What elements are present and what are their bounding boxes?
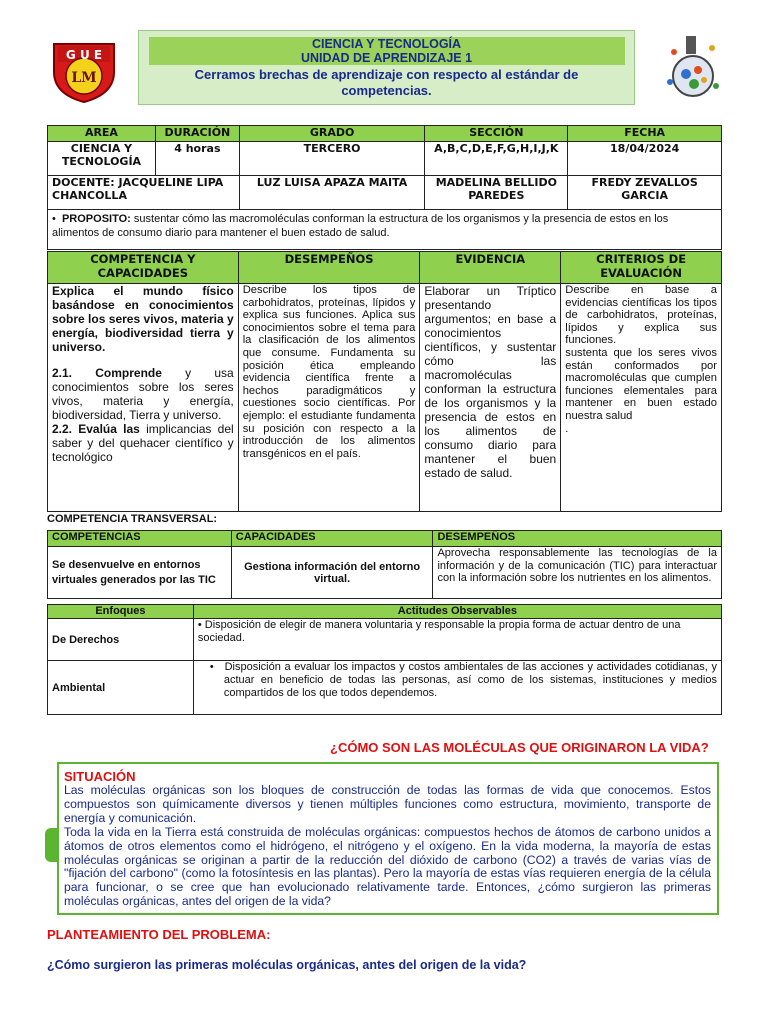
enfoques-table [47, 604, 722, 715]
enfoques-header: Enfoques [48, 605, 194, 619]
trans-header-capacidades: CAPACIDADES [231, 531, 433, 547]
area-value: CIENCIA Y TECNOLOGÍA [48, 142, 156, 176]
unit-subtitle: Cerramos brechas de aprendizaje con respecto al estándar de competencias. [194, 67, 579, 98]
criterio-3: . [565, 422, 569, 435]
situation-title: SITUACIÓN [64, 769, 136, 784]
criterio-2: sustenta que los seres vivos están conformados por macromoléculas que cumplen funciones elementales para mantener en buen estado nuestra salud [565, 346, 717, 422]
situation-p2: Toda la vida en la Tierra está construida de moléculas orgánicas: compuestos hechos de átomos de carbono unidos a átomos de otros elementos como el hidrógeno, el nitrógeno y el oxígeno. En la vida moderna, la mayoría de estas moléculas orgánicas se originan a partir de la reducción del dióxido de carbono (CO2) a través de varias vías de "fijación del carbono" (como la fotosíntesis en las plantas). Pero la mayoría de estas vías requieren energía de la célula para funcionar, o se cree que han evolucionado relativamente tarde. Entonces, ¿cómo surgieron las primeras moléculas orgánicas, antes del origen de la vida? [64, 824, 711, 909]
transversal-label: COMPETENCIA TRANSVERSAL: [47, 513, 218, 525]
competencias-table [47, 251, 722, 512]
science-logo [664, 32, 722, 100]
problem-title: PLANTEAMIENTO DEL PROBLEMA: [47, 927, 271, 942]
docente-2: LUZ LUISA APAZA MAITA [239, 176, 424, 210]
enfoque-derechos: De Derechos [48, 619, 194, 661]
capacidad-2-label: 2.2. Evalúa las [52, 422, 140, 436]
trans-header-competencias: COMPETENCIAS [48, 531, 232, 547]
situation-p1: Las moléculas orgánicas son los bloques de construcción de todas las formas de vida que conocemos. Estos compuestos son químicamente diversos y tienen múltiples funciones como estructura, movimiento, transporte de energía y comunicación. [64, 783, 711, 825]
main-table [47, 125, 722, 250]
desempenos-cell: Describe los tipos de carbohidratos, proteínas, lípidos y explica sus funciones. Aplica sus conocimientos sobre el tema para la clasificación de los alimentos que consume. Fundamenta su posición ética empleando evidencia científica frente a hechos paradigmáticos y cuestiones socio científicas. Por ejemplo: el estudiante fundamenta su posición con respecto a la introducción de los alimentos transgénicos en el país. [238, 284, 420, 512]
header-seccion: SECCIÓN [425, 126, 568, 142]
actitud-derechos: Disposición de elegir de manera voluntaria y responsable la propia forma de actuar dentro de una sociedad. [197, 619, 681, 644]
duracion-value: 4 horas [155, 142, 239, 176]
seccion-value: A,B,C,D,E,F,G,H,I,J,K [425, 142, 568, 176]
criterio-1: Describe en base a evidencias científicas los tipos de carbohidratos, proteínas, lípidos y explica sus funciones. [565, 284, 717, 347]
trans-capacidad: Gestiona información del entorno virtual. [231, 547, 433, 599]
header-area: AREA [48, 126, 156, 142]
actitud-ambiental: Disposición a evaluar los impactos y costos ambientales de las acciones y actividades cotidianas, y actuar en beneficio de todas las personas, así como de los sistemas, instituciones y medios compartidos de los que todos dependemos. [223, 661, 717, 699]
situation-text [64, 784, 711, 909]
capacidad-1-text: y usa conocimientos sobre los seres vivos, materia y energía, biodiversidad, Tierra y universo. [52, 366, 234, 422]
docente-1: DOCENTE: JACQUELINE LIPA CHANCOLLA [48, 176, 240, 210]
header-evidencia: EVIDENCIA [420, 252, 561, 284]
transversal-table [47, 530, 722, 599]
docente-3: MADELINA BELLIDO PAREDES [425, 176, 568, 210]
proposito: • PROPOSITO: sustentar cómo las macromoléculas conforman la estructura de los organismos y la presencia de estos en los alimentos de consumo diario para mantener el buen estado de salud. [48, 210, 722, 250]
fecha-value: 18/04/2024 [568, 142, 722, 176]
capacidad-1-label: 2.1. Comprende [52, 366, 162, 380]
criterios-cell [561, 284, 722, 512]
enfoque-ambiental: Ambiental [48, 661, 194, 715]
competencia-cell [48, 284, 239, 512]
trans-competencia: Se desenvuelve en entornos virtuales generados por las TIC [48, 547, 232, 599]
unit-title: UNIDAD DE APRENDIZAJE 1 [300, 51, 473, 65]
actitudes-header: Actitudes Observables [193, 605, 721, 619]
header-desempenos: DESEMPEÑOS [238, 252, 420, 284]
actitud-ambiental-cell: • Disposición a evaluar los impactos y costos ambientales de las acciones y actividades cotidianas, y actuar en beneficio de todas las personas, así como de los sistemas, instituciones y medios compartidos de los que todos dependemos. [193, 661, 721, 715]
header-criterios: CRITERIOS DE EVALUACIÓN [561, 252, 722, 284]
competencia-main: Explica el mundo físico basándose en conocimientos sobre los seres vivos, materia y energía, biodiversidad tierra y universo. [52, 284, 234, 354]
logo-sub: LM [71, 70, 97, 86]
proposito-text: sustentar cómo las macromoléculas conforman la estructura de los organismos y la presencia de estos en los alimentos de consumo diario para mantener el buen estado de salud. [52, 213, 669, 239]
trans-desempeno: Aprovecha responsablemente las tecnologías de la información y de la comunicación (TIC) para interactuar con la información sobre los nutrientes en los alimentos. [433, 547, 722, 599]
main-question: ¿CÓMO SON LAS MOLÉCULAS QUE ORIGINARON LA VIDA? [330, 740, 709, 755]
evidencia-cell: Elaborar un Tríptico presentando argumentos; en base a conocimientos científicos, y sustentar cómo las macromoléculas conforman la estructura de los organismos y la presencia de estos en los alimentos de consumo diario para mantener el buen estado de salud. [420, 284, 561, 512]
problem-question: ¿Cómo surgieron las primeras moléculas orgánicas, antes del origen de la vida? [47, 958, 527, 972]
situation-box [57, 762, 719, 915]
page-title: CIENCIA Y TECNOLOGÍA [311, 37, 462, 51]
logo-text: G U E [65, 48, 103, 62]
grado-value: TERCERO [239, 142, 424, 176]
header-grado: GRADO [239, 126, 424, 142]
school-logo [48, 34, 120, 104]
docente-4: FREDY ZEVALLOS GARCIA [568, 176, 722, 210]
proposito-label: PROPOSITO: [61, 213, 131, 225]
actitud-derechos-cell: • Disposición de elegir de manera voluntaria y responsable la propia forma de actuar dentro de una sociedad. [193, 619, 721, 661]
header-competencia: COMPETENCIA Y CAPACIDADES [48, 252, 239, 284]
header-fecha: FECHA [568, 126, 722, 142]
capacidad-2-text: implicancias del saber y del quehacer científico y tecnológico [52, 422, 234, 464]
trans-header-desempenos: DESEMPEÑOS [433, 531, 722, 547]
situation-tab [45, 828, 57, 862]
header-duracion: DURACIÓN [155, 126, 239, 142]
title-box [138, 30, 635, 105]
